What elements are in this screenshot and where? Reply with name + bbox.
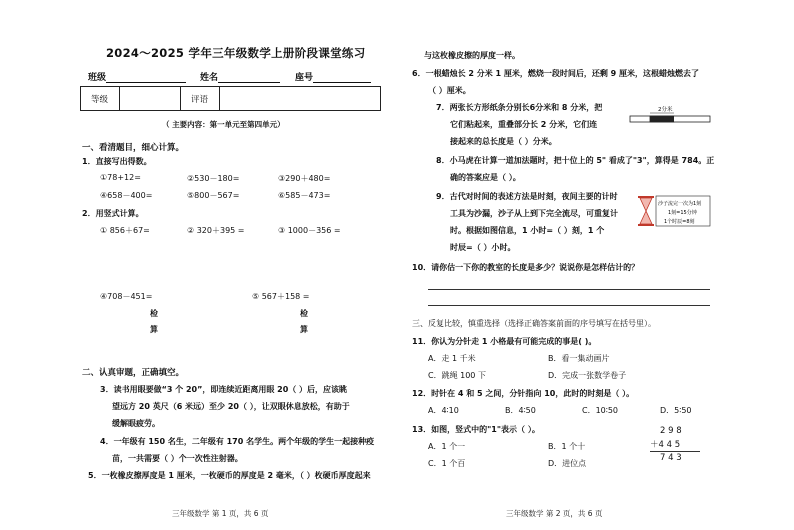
calc-item: ①78+12= bbox=[100, 173, 141, 182]
check-label: 算 bbox=[300, 325, 308, 334]
option[interactable]: B．4∶50 bbox=[505, 406, 536, 415]
seat-blank[interactable] bbox=[313, 73, 371, 83]
question-7-line: 接起来的总长度是（ ）分米。 bbox=[450, 137, 557, 146]
info-line: 1刻=15分钟 bbox=[668, 210, 697, 216]
comment-label: 评语 bbox=[181, 87, 220, 111]
calc-item: ⑥585－473= bbox=[278, 191, 331, 200]
hourglass-bottom bbox=[638, 224, 654, 226]
question-13: 13．如图，竖式中的"1"表示（ ）。 bbox=[412, 425, 540, 434]
question-9-line: 工具为沙漏，沙子从上到下完全流尽，可重复计 bbox=[450, 209, 618, 218]
question-4-line: 苗，一共需要（ ）个一次性注射器。 bbox=[112, 454, 243, 463]
overlap-label: 2分米 bbox=[658, 107, 673, 113]
info-line: 沙子流完一次为1刻 bbox=[658, 201, 702, 207]
option[interactable]: C．10∶50 bbox=[582, 406, 619, 415]
hourglass-figure bbox=[636, 194, 712, 228]
answer-line[interactable] bbox=[428, 305, 710, 306]
check-label: 算 bbox=[150, 325, 158, 334]
question-4-line: 4．一年级有 150 名生，二年级有 170 名学生。两个年级的学生一起接种疫 bbox=[100, 437, 375, 446]
section-3-heading: 三、反复比较，慎重选择（选择正确答案前面的序号填写在括号里）。 bbox=[412, 319, 656, 328]
question-8-line: 8．小马虎在计算一道加法题时，把十位上的 5" 看成了"3"，算得是 784。正 bbox=[436, 156, 715, 165]
name-blank[interactable] bbox=[218, 73, 280, 83]
addition-bar bbox=[650, 451, 700, 452]
class-blank[interactable] bbox=[106, 73, 186, 83]
grade-table bbox=[80, 86, 381, 111]
vertical-calc-item: ④708－451= bbox=[100, 292, 153, 301]
check-label: 检 bbox=[300, 309, 308, 318]
comment-cell[interactable] bbox=[220, 87, 381, 111]
option[interactable]: B．看一集动画片 bbox=[548, 354, 610, 363]
calc-item: ④658－400= bbox=[100, 191, 153, 200]
name-field: 姓名 bbox=[200, 70, 280, 83]
question-2: 2．用竖式计算。 bbox=[82, 209, 144, 218]
question-5-line: 5．一枚橡皮擦厚度是 1 厘米，一枚硬币的厚度是 2 毫米，（ ）枚硬币厚度起来 bbox=[88, 471, 371, 480]
option[interactable]: A．走 1 千米 bbox=[428, 354, 476, 363]
question-9-line: 时。根据如图信息，1 小时=（ ）刻，1 个 bbox=[450, 226, 605, 235]
overlap-region bbox=[650, 116, 674, 122]
option[interactable]: A．1 个一 bbox=[428, 442, 466, 451]
section-2-heading: 二、认真审题，正确填空。 bbox=[82, 368, 185, 378]
question-7-line: 它们粘起来，重叠部分长 2 分米，它们连 bbox=[450, 120, 598, 129]
seat-field: 座号 bbox=[295, 70, 371, 83]
vertical-calc-item: ① 856＋67= bbox=[100, 226, 150, 235]
vertical-calc-item: ③ 1000－356 = bbox=[278, 226, 341, 235]
grade-label: 等级 bbox=[81, 87, 120, 111]
option[interactable]: B．1 个十 bbox=[548, 442, 586, 451]
grade-cell[interactable] bbox=[120, 87, 181, 111]
calc-item: ⑤800－567= bbox=[187, 191, 240, 200]
page-title: 2024～2025 学年三年级数学上册阶段课堂练习 bbox=[106, 46, 366, 60]
option[interactable]: C．跳绳 100 下 bbox=[428, 371, 486, 380]
hourglass-upper bbox=[640, 198, 652, 211]
question-8-line: 确的答案应是（ ）。 bbox=[450, 173, 521, 182]
section-1-heading: 一、看清题目，细心计算。 bbox=[82, 143, 185, 153]
vertical-addition-row: 2 9 8 bbox=[660, 426, 682, 436]
class-field: 班级 bbox=[88, 70, 186, 83]
question-3-line: 望远方 20 英尺（6 米远）至少 20（ ），让双眼休息放松，有助于 bbox=[112, 402, 350, 411]
scope-note: （ 主要内容：第一单元至第四单元） bbox=[162, 120, 285, 129]
option[interactable]: A．4∶10 bbox=[428, 406, 459, 415]
question-6-line: （ ）厘米。 bbox=[428, 86, 471, 95]
question-7-line: 7．两张长方形纸条分别长6分米和 8 分米，把 bbox=[436, 103, 603, 112]
vertical-addition-row: 7 4 3 bbox=[660, 453, 682, 463]
hourglass-lower bbox=[640, 211, 652, 224]
question-12: 12．时针在 4 和 5 之间，分针指向 10，此时的时刻是（ ）。 bbox=[412, 389, 635, 398]
paper-strips-figure bbox=[628, 104, 712, 128]
option[interactable]: D．完成一张数学卷子 bbox=[548, 371, 627, 380]
question-10: 10．请你估一下你的教室的长度是多少？说说你是怎样估计的？ bbox=[412, 263, 640, 272]
question-1: 1．直接写出得数。 bbox=[82, 157, 152, 166]
question-5-continued: 与这枚橡皮擦的厚度一样。 bbox=[424, 51, 520, 60]
page-footer: 三年级数学 第 2 页，共 6 页 bbox=[506, 509, 603, 518]
calc-item: ②530－180= bbox=[187, 174, 240, 183]
info-line: 1个时辰=8刻 bbox=[664, 219, 695, 225]
question-9-line: 9．古代对时间的表述方法是时刻，夜间主要的计时 bbox=[436, 192, 618, 201]
question-11: 11．你认为分针走 1 小格最有可能完成的事是( )。 bbox=[412, 337, 597, 346]
vertical-addition-row: ＋4 4 5 bbox=[650, 440, 681, 450]
option[interactable]: C．1 个百 bbox=[428, 459, 466, 468]
question-3-line: 缓解眼疲劳。 bbox=[112, 419, 160, 428]
option[interactable]: D．进位点 bbox=[548, 459, 587, 468]
option[interactable]: D．5∶50 bbox=[660, 406, 692, 415]
question-3-line: 3．读书用眼要做“3 个 20”，即连续近距离用眼 20（ ）后，应该眺 bbox=[100, 385, 348, 394]
calc-item: ③290＋480= bbox=[278, 174, 331, 183]
question-6-line: 6．一根蜡烛长 2 分米 1 厘米，燃烧一段时间后，还剩 9 厘米，这根蜡烛燃去了 bbox=[412, 69, 699, 78]
check-label: 检 bbox=[150, 309, 158, 318]
vertical-calc-item: ② 320＋395 = bbox=[187, 226, 245, 235]
question-9-line: 时辰=（ ）小时。 bbox=[450, 243, 516, 252]
page-footer: 三年级数学 第 1 页，共 6 页 bbox=[172, 509, 269, 518]
answer-line[interactable] bbox=[428, 289, 710, 290]
vertical-calc-item: ⑤ 567＋158 = bbox=[252, 292, 310, 301]
